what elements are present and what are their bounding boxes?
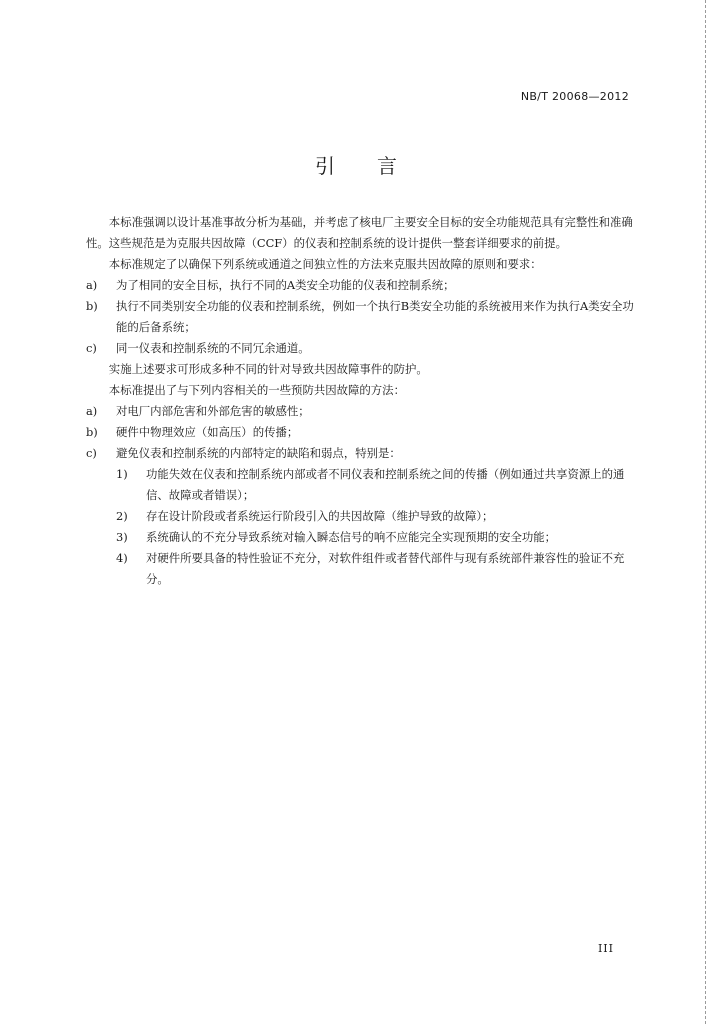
list-marker: b): [86, 299, 98, 313]
sublist-item-text: 系统确认的不充分导致系统对输入瞬态信号的响不应能完全实现预期的安全功能；: [146, 530, 557, 544]
page-number: III: [597, 942, 614, 955]
list-marker: a): [86, 404, 98, 418]
sublist-item: [86, 464, 634, 506]
list-marker: a): [86, 278, 98, 292]
document-body: [86, 212, 634, 590]
intro-paragraph-2: 本标准规定了以确保下列系统或通道之间独立性的方法来克服共因故障的原则和要求：: [108, 257, 542, 271]
document-code: NB/T 20068—2012: [520, 90, 629, 103]
sublist-item: [86, 548, 634, 590]
list-item: [86, 296, 634, 338]
list-marker: c): [86, 341, 97, 355]
sublist-marker: 1): [116, 467, 128, 481]
sublist-item: [86, 527, 634, 548]
list-item: [86, 275, 634, 296]
sublist-item-text: 存在设计阶段或者系统运行阶段引入的共因故障（维护导致的故障）；: [146, 509, 494, 523]
list-item: [86, 443, 634, 464]
list-item-text: 避免仪表和控制系统的内部特定的缺陷和弱点，特别是：: [116, 446, 401, 460]
list-item: [86, 422, 634, 443]
list-item: [86, 401, 634, 422]
sublist-marker: 3): [116, 530, 128, 544]
intro-paragraph-1: 本标准强调以设计基准事故分析为基础，并考虑了核电厂主要安全目标的安全功能规范具有完整性和准确性。这些规范是为克服共因故障（CCF）的仪表和控制系统的设计提供一整套详细要求的前提。: [86, 215, 633, 250]
intro-paragraph-3: 实施上述要求可形成多种不同的针对导致共因故障事件的防护。: [108, 362, 428, 376]
intro-paragraph-4: 本标准提出了与下列内容相关的一些预防共因故障的方法：: [108, 383, 405, 397]
list-item-text: 为了相同的安全目标，执行不同的A类安全功能的仪表和控制系统；: [116, 278, 455, 292]
sublist-item-text: 功能失效在仪表和控制系统内部或者不同仪表和控制系统之间的传播（例如通过共享资源上的通信、故障或者错误）；: [146, 467, 625, 502]
list-item: [86, 338, 634, 359]
list-item-text: 对电厂内部危害和外部危害的敏感性；: [116, 404, 310, 418]
list-marker: b): [86, 425, 98, 439]
page-title: 引言: [315, 154, 439, 178]
sublist-item-text: 对硬件所要具备的特性验证不充分，对软件组件或者替代部件与现有系统部件兼容性的验证不充分。: [146, 551, 625, 586]
sublist-marker: 2): [116, 509, 128, 523]
list-item-text: 执行不同类别安全功能的仪表和控制系统，例如一个执行B类安全功能的系统被用来作为执行A类安全功能的后备系统；: [116, 299, 634, 334]
list-item-text: 同一仪表和控制系统的不同冗余通道。: [116, 341, 310, 355]
sublist-item: [86, 506, 634, 527]
sublist-marker: 4): [116, 551, 128, 565]
list-item-text: 硬件中物理效应（如高压）的传播；: [116, 425, 299, 439]
list-marker: c): [86, 446, 97, 460]
